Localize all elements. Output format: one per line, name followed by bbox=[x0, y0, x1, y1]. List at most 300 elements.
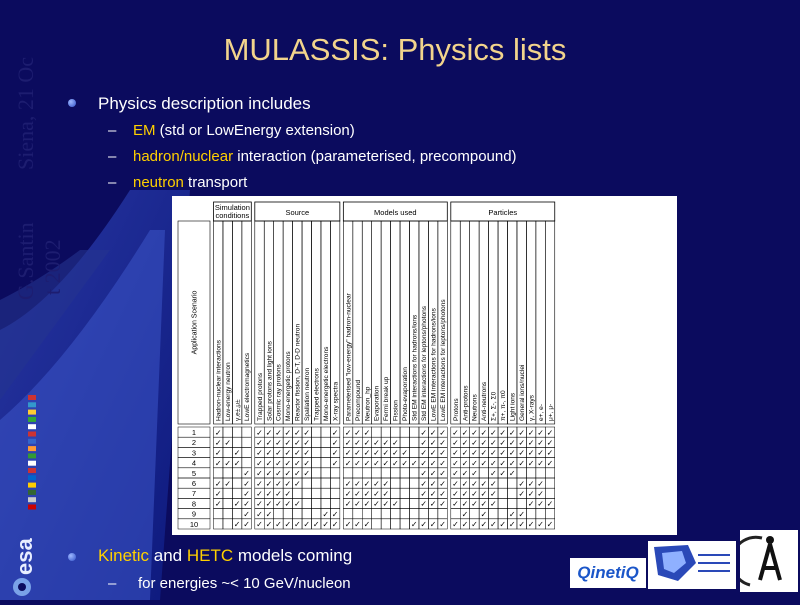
check-mark: ✓ bbox=[420, 520, 428, 530]
check-mark: ✓ bbox=[508, 428, 516, 438]
table-cell bbox=[223, 427, 232, 437]
table-cell bbox=[223, 519, 232, 529]
check-mark: ✓ bbox=[293, 479, 301, 489]
check-mark: ✓ bbox=[233, 458, 241, 468]
check-mark: ✓ bbox=[546, 499, 554, 509]
esa-logo bbox=[4, 515, 44, 600]
check-mark: ✓ bbox=[363, 499, 371, 509]
check-mark: ✓ bbox=[344, 438, 352, 448]
physics-list-table-graphic bbox=[172, 196, 677, 535]
check-mark: ✓ bbox=[489, 479, 497, 489]
check-mark: ✓ bbox=[527, 489, 535, 499]
check-mark: ✓ bbox=[382, 458, 390, 468]
column-header-label: Hadron-nuclear interactions bbox=[215, 340, 223, 421]
check-mark: ✓ bbox=[214, 489, 222, 499]
check-mark: ✓ bbox=[284, 458, 292, 468]
column-header-label: Σ+, Σ-, Σ0 bbox=[490, 391, 498, 421]
check-mark: ✓ bbox=[537, 489, 544, 499]
qinetiq-logo-text: QinetiQ bbox=[577, 563, 639, 582]
check-mark: ✓ bbox=[480, 428, 488, 438]
check-mark: ✓ bbox=[537, 499, 544, 509]
check-mark: ✓ bbox=[461, 479, 469, 489]
check-mark: ✓ bbox=[256, 438, 263, 448]
check-mark: ✓ bbox=[508, 438, 516, 448]
flag-icon bbox=[28, 453, 36, 458]
table-cell bbox=[517, 498, 526, 508]
table-cell bbox=[372, 519, 381, 529]
table-cell bbox=[353, 468, 362, 478]
table-cell bbox=[232, 478, 241, 488]
check-mark: ✓ bbox=[420, 479, 428, 489]
check-mark: ✓ bbox=[508, 469, 516, 479]
table-cell bbox=[410, 488, 419, 498]
check-mark: ✓ bbox=[382, 499, 390, 509]
bullet-physics-description: Physics description includes bbox=[98, 94, 311, 113]
check-mark: ✓ bbox=[265, 489, 273, 499]
check-mark: ✓ bbox=[284, 448, 292, 458]
check-mark: ✓ bbox=[256, 428, 263, 438]
check-mark: ✓ bbox=[452, 428, 459, 438]
check-mark: ✓ bbox=[429, 469, 437, 479]
check-mark: ✓ bbox=[461, 509, 469, 519]
check-mark: ✓ bbox=[480, 489, 488, 499]
esa-logo-text: esa bbox=[12, 538, 37, 575]
check-mark: ✓ bbox=[537, 448, 544, 458]
table-cell bbox=[498, 509, 507, 519]
column-header-label: Neutron_hp bbox=[364, 386, 372, 421]
check-mark: ✓ bbox=[480, 520, 488, 530]
check-mark: ✓ bbox=[322, 520, 330, 530]
check-mark: ✓ bbox=[489, 428, 497, 438]
table-cell bbox=[410, 468, 419, 478]
check-mark: ✓ bbox=[537, 520, 544, 530]
check-mark: ✓ bbox=[471, 489, 478, 499]
check-mark: ✓ bbox=[527, 520, 535, 530]
partner-logo-a bbox=[740, 530, 798, 592]
table-cell bbox=[223, 509, 232, 519]
check-mark: ✓ bbox=[331, 438, 339, 448]
table-cell bbox=[214, 468, 223, 478]
check-mark: ✓ bbox=[284, 438, 292, 448]
check-mark: ✓ bbox=[439, 479, 446, 489]
check-mark: ✓ bbox=[275, 438, 282, 448]
column-header-label: Std EM interactions for hadrons/ions bbox=[411, 314, 419, 421]
check-mark: ✓ bbox=[420, 458, 428, 468]
check-mark: ✓ bbox=[354, 489, 361, 499]
bullet-models-coming bbox=[98, 546, 352, 566]
flag-icon bbox=[28, 424, 36, 429]
table-cell bbox=[283, 509, 292, 519]
scenario-header-label: Application Scenario bbox=[191, 290, 199, 355]
check-mark: ✓ bbox=[256, 469, 263, 479]
check-mark: ✓ bbox=[331, 448, 339, 458]
table-cell bbox=[391, 488, 400, 498]
check-mark: ✓ bbox=[471, 520, 478, 530]
check-mark: ✓ bbox=[461, 438, 469, 448]
check-mark: ✓ bbox=[303, 438, 311, 448]
check-mark: ✓ bbox=[429, 479, 437, 489]
check-mark: ✓ bbox=[489, 489, 497, 499]
table-cell bbox=[526, 468, 535, 478]
check-mark: ✓ bbox=[471, 499, 478, 509]
check-mark: ✓ bbox=[275, 428, 282, 438]
check-mark: ✓ bbox=[480, 509, 488, 519]
check-mark: ✓ bbox=[293, 438, 301, 448]
check-mark: ✓ bbox=[293, 469, 301, 479]
check-mark: ✓ bbox=[256, 499, 263, 509]
table-cell bbox=[362, 509, 371, 519]
check-mark: ✓ bbox=[293, 448, 301, 458]
check-mark: ✓ bbox=[284, 428, 292, 438]
check-mark: ✓ bbox=[439, 489, 446, 499]
bullet-dot bbox=[68, 553, 76, 561]
column-header-label: Protons bbox=[452, 398, 460, 421]
check-mark: ✓ bbox=[518, 509, 526, 519]
check-mark: ✓ bbox=[518, 520, 526, 530]
row-number: 4 bbox=[191, 458, 197, 468]
table-cell bbox=[312, 437, 321, 447]
table-cell bbox=[489, 509, 498, 519]
bullet-and: and bbox=[149, 546, 187, 565]
check-mark: ✓ bbox=[391, 499, 399, 509]
check-mark: ✓ bbox=[363, 489, 371, 499]
check-mark: ✓ bbox=[537, 458, 544, 468]
table-cell bbox=[321, 498, 330, 508]
check-mark: ✓ bbox=[363, 479, 371, 489]
table-cell bbox=[419, 509, 428, 519]
check-mark: ✓ bbox=[354, 499, 361, 509]
column-header-label: LowE electromagnetics bbox=[243, 352, 251, 421]
check-mark: ✓ bbox=[265, 499, 273, 509]
table-cell bbox=[232, 488, 241, 498]
column-header-label: Reactor fission, D-T, D-D neutron bbox=[294, 323, 302, 421]
check-mark: ✓ bbox=[452, 448, 459, 458]
check-mark: ✓ bbox=[256, 509, 263, 519]
column-header-cell bbox=[545, 221, 554, 424]
check-mark: ✓ bbox=[461, 458, 469, 468]
check-mark: ✓ bbox=[429, 489, 437, 499]
check-mark: ✓ bbox=[373, 458, 380, 468]
check-mark: ✓ bbox=[439, 448, 446, 458]
flag-icon bbox=[28, 505, 36, 510]
check-mark: ✓ bbox=[489, 448, 497, 458]
check-mark: ✓ bbox=[420, 469, 428, 479]
table-cell bbox=[381, 509, 390, 519]
flags-strip bbox=[27, 395, 39, 515]
column-header-label: LowE EM interactions for leptons/photons bbox=[439, 299, 447, 421]
check-mark: ✓ bbox=[303, 448, 311, 458]
row-number: 6 bbox=[191, 479, 197, 488]
column-header-label: Trapped electrons bbox=[313, 368, 321, 421]
flag-icon bbox=[28, 439, 36, 444]
table-cell bbox=[536, 509, 545, 519]
table-cell bbox=[302, 509, 311, 519]
bullet-hetc: HETC bbox=[186, 546, 234, 565]
check-mark: ✓ bbox=[354, 458, 361, 468]
table-cell bbox=[400, 468, 409, 478]
check-mark: ✓ bbox=[546, 458, 554, 468]
column-header-label: γ, X-rays bbox=[528, 394, 536, 421]
check-mark: ✓ bbox=[275, 489, 282, 499]
table-cell bbox=[410, 437, 419, 447]
table-cell bbox=[470, 509, 479, 519]
column-header-label: π+, π-, π0 bbox=[500, 390, 508, 421]
check-mark: ✓ bbox=[256, 448, 263, 458]
table-cell bbox=[391, 509, 400, 519]
table-cell bbox=[321, 437, 330, 447]
check-mark: ✓ bbox=[546, 520, 554, 530]
partner-logo-map bbox=[648, 541, 736, 589]
sidebar-year-text: t 2002 bbox=[40, 239, 65, 295]
check-mark: ✓ bbox=[284, 469, 292, 479]
check-mark: ✓ bbox=[243, 499, 250, 509]
check-mark: ✓ bbox=[243, 489, 250, 499]
check-mark: ✓ bbox=[439, 499, 446, 509]
check-mark: ✓ bbox=[508, 520, 516, 530]
check-mark: ✓ bbox=[214, 479, 222, 489]
table-cell bbox=[223, 447, 232, 457]
table-cell bbox=[321, 427, 330, 437]
check-mark: ✓ bbox=[420, 499, 428, 509]
check-mark: ✓ bbox=[518, 448, 526, 458]
table-cell bbox=[545, 468, 554, 478]
check-mark: ✓ bbox=[527, 479, 535, 489]
check-mark: ✓ bbox=[527, 448, 535, 458]
check-mark: ✓ bbox=[256, 458, 263, 468]
column-header-label: Std EM interactions for leptons/photons bbox=[420, 305, 428, 421]
table-cell bbox=[232, 468, 241, 478]
check-mark: ✓ bbox=[363, 520, 371, 530]
check-mark: ✓ bbox=[527, 458, 535, 468]
check-mark: ✓ bbox=[518, 438, 526, 448]
table-cell bbox=[242, 437, 251, 447]
table-cell bbox=[400, 498, 409, 508]
table-cell bbox=[400, 427, 409, 437]
check-mark: ✓ bbox=[546, 428, 554, 438]
table-cell bbox=[293, 509, 302, 519]
group-header-label: Models used bbox=[374, 208, 417, 217]
check-mark: ✓ bbox=[439, 438, 446, 448]
column-header-label: Parameterised "low-energy" hadron-nuclear bbox=[345, 293, 353, 421]
flag-icon bbox=[28, 475, 36, 480]
column-header-label: Neutrons bbox=[471, 394, 479, 421]
check-mark: ✓ bbox=[410, 458, 418, 468]
check-mark: ✓ bbox=[499, 520, 507, 530]
check-mark: ✓ bbox=[461, 428, 469, 438]
table-cell bbox=[498, 488, 507, 498]
check-mark: ✓ bbox=[429, 458, 437, 468]
sidebar-location-text: Siena, 21 Oc bbox=[13, 56, 38, 170]
table-cell bbox=[321, 458, 330, 468]
sub-bullet-neutron-text: transport bbox=[183, 174, 248, 191]
table-cell bbox=[391, 519, 400, 529]
table-cell bbox=[274, 509, 283, 519]
check-mark: ✓ bbox=[214, 438, 222, 448]
table-cell bbox=[381, 427, 390, 437]
table-cell bbox=[372, 427, 381, 437]
check-mark: ✓ bbox=[331, 458, 339, 468]
check-mark: ✓ bbox=[284, 499, 292, 509]
check-mark: ✓ bbox=[508, 458, 516, 468]
check-mark: ✓ bbox=[312, 520, 320, 530]
check-mark: ✓ bbox=[429, 499, 437, 509]
check-mark: ✓ bbox=[275, 479, 282, 489]
flag-icon bbox=[28, 410, 36, 415]
check-mark: ✓ bbox=[508, 509, 516, 519]
table-cell bbox=[293, 488, 302, 498]
table-cell bbox=[302, 488, 311, 498]
column-header-label: Solar protons and light ions bbox=[266, 341, 274, 421]
check-mark: ✓ bbox=[439, 458, 446, 468]
check-mark: ✓ bbox=[439, 520, 446, 530]
table-cell bbox=[438, 509, 447, 519]
check-mark: ✓ bbox=[303, 458, 311, 468]
table-cell bbox=[536, 468, 545, 478]
row-number: 10 bbox=[189, 519, 199, 529]
check-mark: ✓ bbox=[275, 448, 282, 458]
table-cell bbox=[526, 509, 535, 519]
check-mark: ✓ bbox=[382, 438, 390, 448]
check-mark: ✓ bbox=[471, 428, 478, 438]
check-mark: ✓ bbox=[452, 458, 459, 468]
check-mark: ✓ bbox=[322, 509, 330, 519]
table-cell bbox=[410, 427, 419, 437]
table-cell bbox=[302, 478, 311, 488]
check-mark: ✓ bbox=[382, 479, 390, 489]
check-mark: ✓ bbox=[429, 438, 437, 448]
check-mark: ✓ bbox=[214, 448, 222, 458]
column-header-label: Spallation neutron bbox=[304, 367, 312, 421]
check-mark: ✓ bbox=[256, 489, 263, 499]
table-cell bbox=[321, 488, 330, 498]
check-mark: ✓ bbox=[363, 448, 371, 458]
check-mark: ✓ bbox=[480, 438, 488, 448]
physics-list-table bbox=[172, 196, 677, 535]
check-mark: ✓ bbox=[224, 479, 232, 489]
check-mark: ✓ bbox=[499, 438, 507, 448]
check-mark: ✓ bbox=[293, 458, 301, 468]
column-header-cell bbox=[232, 221, 241, 424]
column-header-label: Trapped protons bbox=[256, 372, 264, 421]
check-mark: ✓ bbox=[420, 489, 428, 499]
sub-bullet-em-highlight: EM bbox=[133, 122, 156, 139]
table-cell bbox=[330, 488, 339, 498]
check-mark: ✓ bbox=[373, 489, 380, 499]
table-cell bbox=[232, 437, 241, 447]
check-mark: ✓ bbox=[471, 479, 478, 489]
check-mark: ✓ bbox=[344, 489, 352, 499]
check-mark: ✓ bbox=[331, 428, 339, 438]
check-mark: ✓ bbox=[537, 479, 544, 489]
table-cell bbox=[508, 498, 517, 508]
check-mark: ✓ bbox=[471, 469, 478, 479]
column-header-label: Anti-protons bbox=[462, 385, 470, 421]
row-number: 3 bbox=[191, 448, 197, 458]
table-cell bbox=[312, 488, 321, 498]
table-cell bbox=[545, 488, 554, 498]
check-mark: ✓ bbox=[420, 448, 428, 458]
check-mark: ✓ bbox=[275, 520, 282, 530]
check-mark: ✓ bbox=[256, 479, 263, 489]
table-cell bbox=[353, 509, 362, 519]
check-mark: ✓ bbox=[489, 469, 497, 479]
table-cell bbox=[321, 468, 330, 478]
check-mark: ✓ bbox=[480, 499, 488, 509]
check-mark: ✓ bbox=[452, 479, 459, 489]
check-mark: ✓ bbox=[489, 438, 497, 448]
check-mark: ✓ bbox=[344, 499, 352, 509]
table-cell bbox=[214, 519, 223, 529]
check-mark: ✓ bbox=[224, 458, 232, 468]
check-mark: ✓ bbox=[303, 520, 311, 530]
column-header-label: LowE EM interactions for hadrons/ions bbox=[430, 308, 438, 421]
flag-icon bbox=[28, 490, 36, 495]
table-cell bbox=[410, 478, 419, 488]
check-mark: ✓ bbox=[480, 448, 488, 458]
table-cell bbox=[362, 468, 371, 478]
check-mark: ✓ bbox=[265, 469, 273, 479]
check-mark: ✓ bbox=[391, 448, 399, 458]
column-header-label: Low-energy neutron bbox=[224, 362, 232, 421]
check-mark: ✓ bbox=[452, 438, 459, 448]
check-mark: ✓ bbox=[518, 428, 526, 438]
check-mark: ✓ bbox=[546, 438, 554, 448]
check-mark: ✓ bbox=[373, 479, 380, 489]
check-mark: ✓ bbox=[461, 499, 469, 509]
check-mark: ✓ bbox=[265, 520, 273, 530]
check-mark: ✓ bbox=[401, 448, 409, 458]
check-mark: ✓ bbox=[354, 448, 361, 458]
dash-marker: – bbox=[108, 174, 117, 191]
check-mark: ✓ bbox=[527, 428, 535, 438]
bullet-models-text: models coming bbox=[233, 546, 353, 565]
check-mark: ✓ bbox=[382, 489, 390, 499]
table-cell bbox=[508, 478, 517, 488]
check-mark: ✓ bbox=[224, 438, 232, 448]
table-cell bbox=[498, 498, 507, 508]
check-mark: ✓ bbox=[354, 520, 361, 530]
check-mark: ✓ bbox=[354, 428, 361, 438]
check-mark: ✓ bbox=[243, 520, 250, 530]
check-mark: ✓ bbox=[489, 458, 497, 468]
table-cell bbox=[391, 468, 400, 478]
table-cell bbox=[330, 498, 339, 508]
check-mark: ✓ bbox=[410, 520, 418, 530]
check-mark: ✓ bbox=[508, 448, 516, 458]
check-mark: ✓ bbox=[401, 458, 409, 468]
check-mark: ✓ bbox=[243, 469, 250, 479]
check-mark: ✓ bbox=[265, 509, 273, 519]
sub-bullet-em-text: (std or LowEnergy extension) bbox=[155, 122, 355, 139]
check-mark: ✓ bbox=[265, 479, 273, 489]
check-mark: ✓ bbox=[480, 458, 488, 468]
sub-bullet-em bbox=[133, 122, 355, 139]
column-header-cell bbox=[526, 221, 535, 424]
check-mark: ✓ bbox=[303, 428, 311, 438]
check-mark: ✓ bbox=[214, 499, 222, 509]
check-mark: ✓ bbox=[243, 509, 250, 519]
group-header-label: Simulation bbox=[214, 203, 250, 212]
check-mark: ✓ bbox=[489, 499, 497, 509]
flag-icon bbox=[28, 446, 36, 451]
row-number: 1 bbox=[191, 428, 197, 437]
sub-bullet-neutron bbox=[133, 174, 247, 191]
flag-icon bbox=[28, 497, 36, 502]
group-header-label: conditions bbox=[215, 211, 250, 220]
table-cell bbox=[451, 509, 460, 519]
check-mark: ✓ bbox=[391, 438, 399, 448]
table-cell bbox=[479, 468, 488, 478]
